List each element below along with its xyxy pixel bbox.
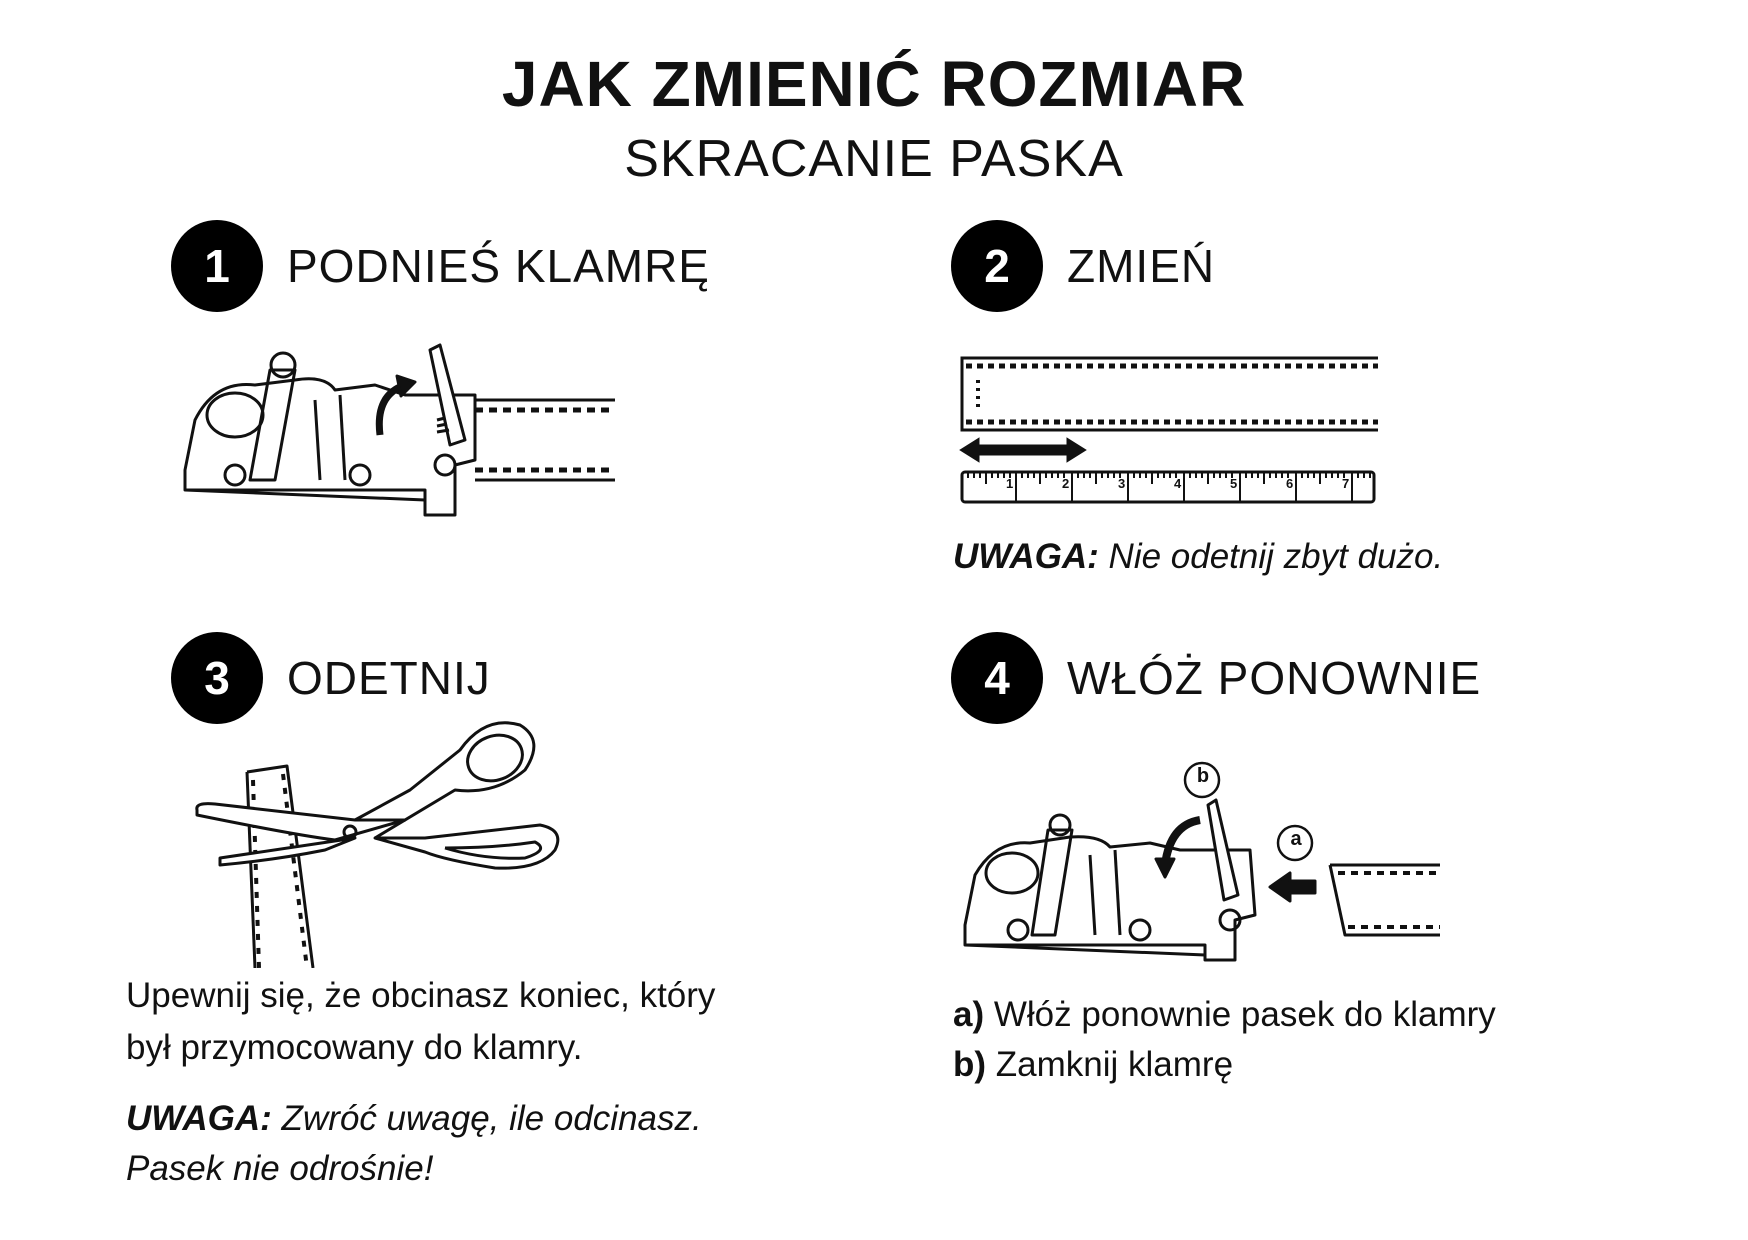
marker-b: b [1196,765,1210,787]
marker-a: a [1290,828,1302,850]
warning-label: UWAGA: [953,537,1099,576]
instruction-item-b [953,1040,1496,1090]
instruction-line: Upewnij się, że obcinasz koniec, który [126,976,716,1015]
step-3-header [171,632,491,724]
ruler-tick: 6 [1286,476,1294,491]
instruction-line: był przymocowany do klamry. [126,1028,583,1067]
step-4-instructions [953,990,1496,1090]
page-subtitle: SKRACANIE PASKA [624,130,1124,188]
step-title: ZMIEŃ [1067,240,1216,292]
step-number-badge: 1 [171,220,263,312]
buckle-reinsert-illustration [960,755,1450,970]
step-title: WŁÓŻ PONOWNIE [1067,652,1482,704]
item-text: Włóż ponownie pasek do klamry [993,995,1496,1034]
warning-text: Zwróć uwagę, ile odcinasz. [281,1099,702,1138]
step-3-warning [126,1094,702,1194]
warning-label: UWAGA: [126,1099,272,1138]
ruler-tick: 4 [1174,476,1182,491]
belt-with-ruler-illustration [958,350,1378,510]
ruler-tick: 3 [1118,476,1126,491]
step-2-header [951,220,1215,312]
item-key: b) [953,1045,987,1084]
ruler-tick: 7 [1342,476,1350,491]
page-title: JAK ZMIENIĆ ROZMIAR [501,48,1247,120]
step-number-badge: 4 [951,632,1043,724]
item-text: Zamknij klamrę [995,1045,1234,1084]
step-number-badge: 2 [951,220,1043,312]
item-key: a) [953,995,985,1034]
step-title: PODNIEŚ KLAMRĘ [287,240,710,292]
scissors-cutting-belt-illustration [195,720,575,968]
buckle-lever-raised-illustration [175,340,635,535]
ruler-tick: 1 [1006,476,1014,491]
ruler-tick: 5 [1230,476,1238,491]
warning-text: Pasek nie odrośnie! [126,1149,434,1188]
step-1-header [171,220,710,312]
step-4-header [951,632,1481,724]
ruler-tick: 2 [1062,476,1070,491]
warning-text: Nie odetnij zbyt dużo. [1108,537,1444,576]
step-2-warning [953,532,1443,582]
step-3-instruction [126,970,715,1074]
step-title: ODETNIJ [287,652,491,704]
ruler-tick-labels [958,476,1378,506]
step-number-badge: 3 [171,632,263,724]
instruction-item-a [953,990,1496,1040]
